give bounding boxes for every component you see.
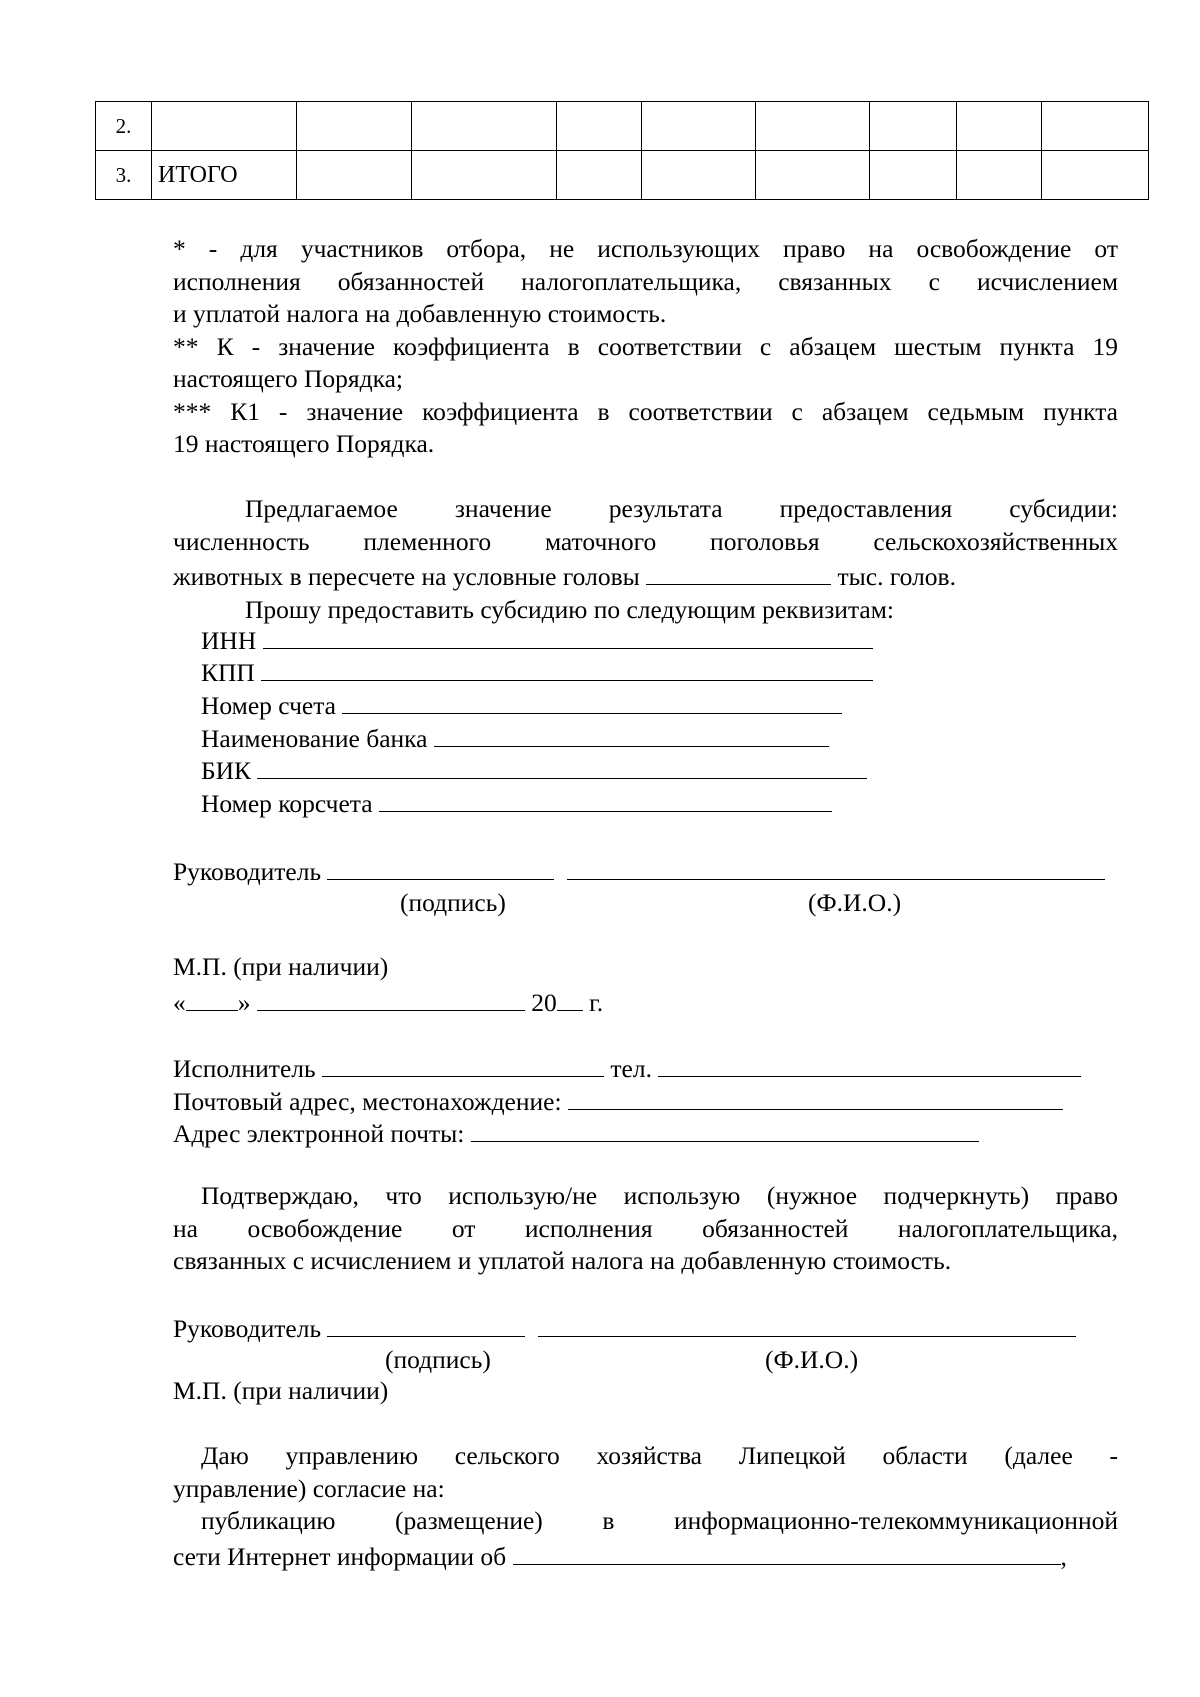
table-cell — [957, 151, 1042, 200]
bik-label: БИК — [201, 756, 252, 785]
corr-row — [201, 785, 832, 821]
corr-label: Номер корсчета — [201, 789, 373, 818]
row-number: 2. — [96, 102, 152, 151]
confirm-line-1: Подтверждаю, что использую/не использую (нужное подчеркнуть) право — [201, 1181, 1118, 1210]
inn-field[interactable] — [263, 622, 873, 649]
table-cell — [297, 102, 412, 151]
bank-field[interactable] — [434, 720, 829, 747]
head-label: Руководитель — [173, 1314, 322, 1343]
table-cell — [557, 151, 642, 200]
confirm-line-3: связанных с исчислением и уплатой налога на добавленную стоимость. — [173, 1246, 952, 1275]
email-row — [173, 1115, 979, 1151]
bank-label: Наименование банка — [201, 724, 428, 753]
table-cell — [297, 151, 412, 200]
bik-field[interactable] — [257, 752, 867, 779]
table-row — [96, 151, 1149, 200]
account-row — [201, 687, 842, 723]
full-name-caption: (Ф.И.О.) — [808, 888, 902, 917]
email-field[interactable] — [471, 1115, 979, 1142]
consent-label: сети Интернет информации об — [173, 1541, 507, 1571]
footnotes — [173, 233, 1118, 461]
result-line-3 — [173, 558, 1118, 594]
signature-field[interactable] — [327, 1310, 525, 1337]
table-cell — [870, 151, 957, 200]
executor-row — [173, 1050, 1081, 1086]
footnote-1-line-3: и уплатой налога на добавленную стоимость. — [173, 299, 667, 328]
table-row — [96, 102, 1149, 151]
table-cell — [957, 102, 1042, 151]
consent-paragraph — [173, 1440, 1118, 1573]
executor-field[interactable] — [322, 1050, 604, 1077]
vat-confirmation — [173, 1180, 1118, 1278]
row-name — [152, 102, 297, 151]
account-field[interactable] — [342, 687, 842, 714]
result-line-2: численность племенного маточного поголовья сельскохозяйственных — [173, 526, 1118, 556]
table-cell — [642, 102, 756, 151]
heads-value-field[interactable] — [646, 558, 831, 585]
footnote-3-line-2: 19 настоящего Порядка. — [173, 429, 435, 458]
year-prefix: 20 — [531, 988, 557, 1017]
corr-field[interactable] — [379, 785, 832, 812]
result-label: животных в пересчете на условные головы — [173, 562, 640, 591]
table-cell — [1042, 102, 1149, 151]
footnote-3-line-1: *** К1 - значение коэффициента в соответствии с абзацем седьмым пункта — [173, 396, 1118, 426]
stamp-label-2: М.П. (при наличии) — [173, 1376, 389, 1405]
consent-line-1: Даю управлению сельского хозяйства Липецкой области (далее - — [201, 1441, 1118, 1470]
address-row — [173, 1083, 1063, 1119]
inn-row — [201, 622, 873, 658]
head-label: Руководитель — [173, 857, 322, 886]
info-field[interactable] — [513, 1538, 1061, 1565]
table-cell — [870, 102, 957, 151]
requisites-intro: Прошу предоставить субсидию по следующим реквизитам: — [245, 594, 894, 624]
table-cell — [642, 151, 756, 200]
signature-caption: (подпись) — [400, 888, 506, 917]
consent-line-2: управление) согласие на: — [173, 1473, 445, 1503]
table-cell — [756, 151, 870, 200]
month-field[interactable] — [257, 984, 525, 1011]
signature-caption: (подпись) — [385, 1345, 491, 1374]
account-label: Номер счета — [201, 691, 336, 720]
full-name-caption: (Ф.И.О.) — [765, 1345, 859, 1374]
signature-row-2 — [173, 1310, 1076, 1346]
table-cell — [412, 102, 557, 151]
consent-line-4 — [173, 1538, 1118, 1574]
kpp-field[interactable] — [261, 654, 873, 681]
table-cell — [756, 102, 870, 151]
executor-label: Исполнитель — [173, 1054, 316, 1083]
bank-row — [201, 720, 829, 756]
date-quote-close: » — [237, 988, 251, 1017]
phone-field[interactable] — [658, 1050, 1081, 1077]
day-field[interactable] — [186, 984, 238, 1011]
year-suffix: г. — [589, 988, 604, 1017]
signature-field[interactable] — [327, 853, 554, 880]
confirm-line-2: на освобождение от исполнения обязанностей налогоплательщика, — [173, 1213, 1118, 1243]
email-label: Адрес электронной почты: — [173, 1119, 465, 1148]
address-field[interactable] — [568, 1083, 1063, 1110]
table-cell — [1042, 151, 1149, 200]
result-unit: тыс. голов. — [837, 562, 956, 591]
signature-row-1 — [173, 853, 1105, 889]
table-cell — [557, 102, 642, 151]
consent-line-3: публикацию (размещение) в информационно-телекоммуникационной — [201, 1506, 1118, 1535]
consent-comma: , — [1060, 1541, 1067, 1571]
address-label: Почтовый адрес, местонахождение: — [173, 1087, 562, 1116]
full-name-field[interactable] — [567, 853, 1105, 880]
table-cell — [412, 151, 557, 200]
row-number: 3. — [96, 151, 152, 200]
footnote-2-line-2: настоящего Порядка; — [173, 364, 404, 393]
bik-row — [201, 752, 867, 788]
date-row — [173, 984, 603, 1020]
full-name-field[interactable] — [538, 1310, 1076, 1337]
result-line-1: Предлагаемое значение результата предоставления субсидии: — [245, 494, 1118, 523]
inn-label: ИНН — [201, 626, 257, 655]
footnote-2-line-1: ** К - значение коэффициента в соответствии с абзацем шестым пункта 19 — [173, 331, 1118, 361]
footnote-1-line-2: исполнения обязанностей налогоплательщика, связанных с исчислением — [173, 266, 1118, 296]
result-paragraph — [173, 493, 1118, 626]
phone-label: тел. — [610, 1054, 652, 1083]
stamp-label-1: М.П. (при наличии) — [173, 952, 389, 981]
date-quote-open: « — [173, 988, 186, 1017]
summary-table — [95, 101, 1149, 200]
row-name: ИТОГО — [152, 151, 297, 200]
kpp-row — [201, 654, 873, 690]
year-field[interactable] — [557, 984, 583, 1011]
kpp-label: КПП — [201, 658, 255, 687]
footnote-1-line-1: * - для участников отбора, не использующих право на освобождение от — [173, 234, 1118, 263]
